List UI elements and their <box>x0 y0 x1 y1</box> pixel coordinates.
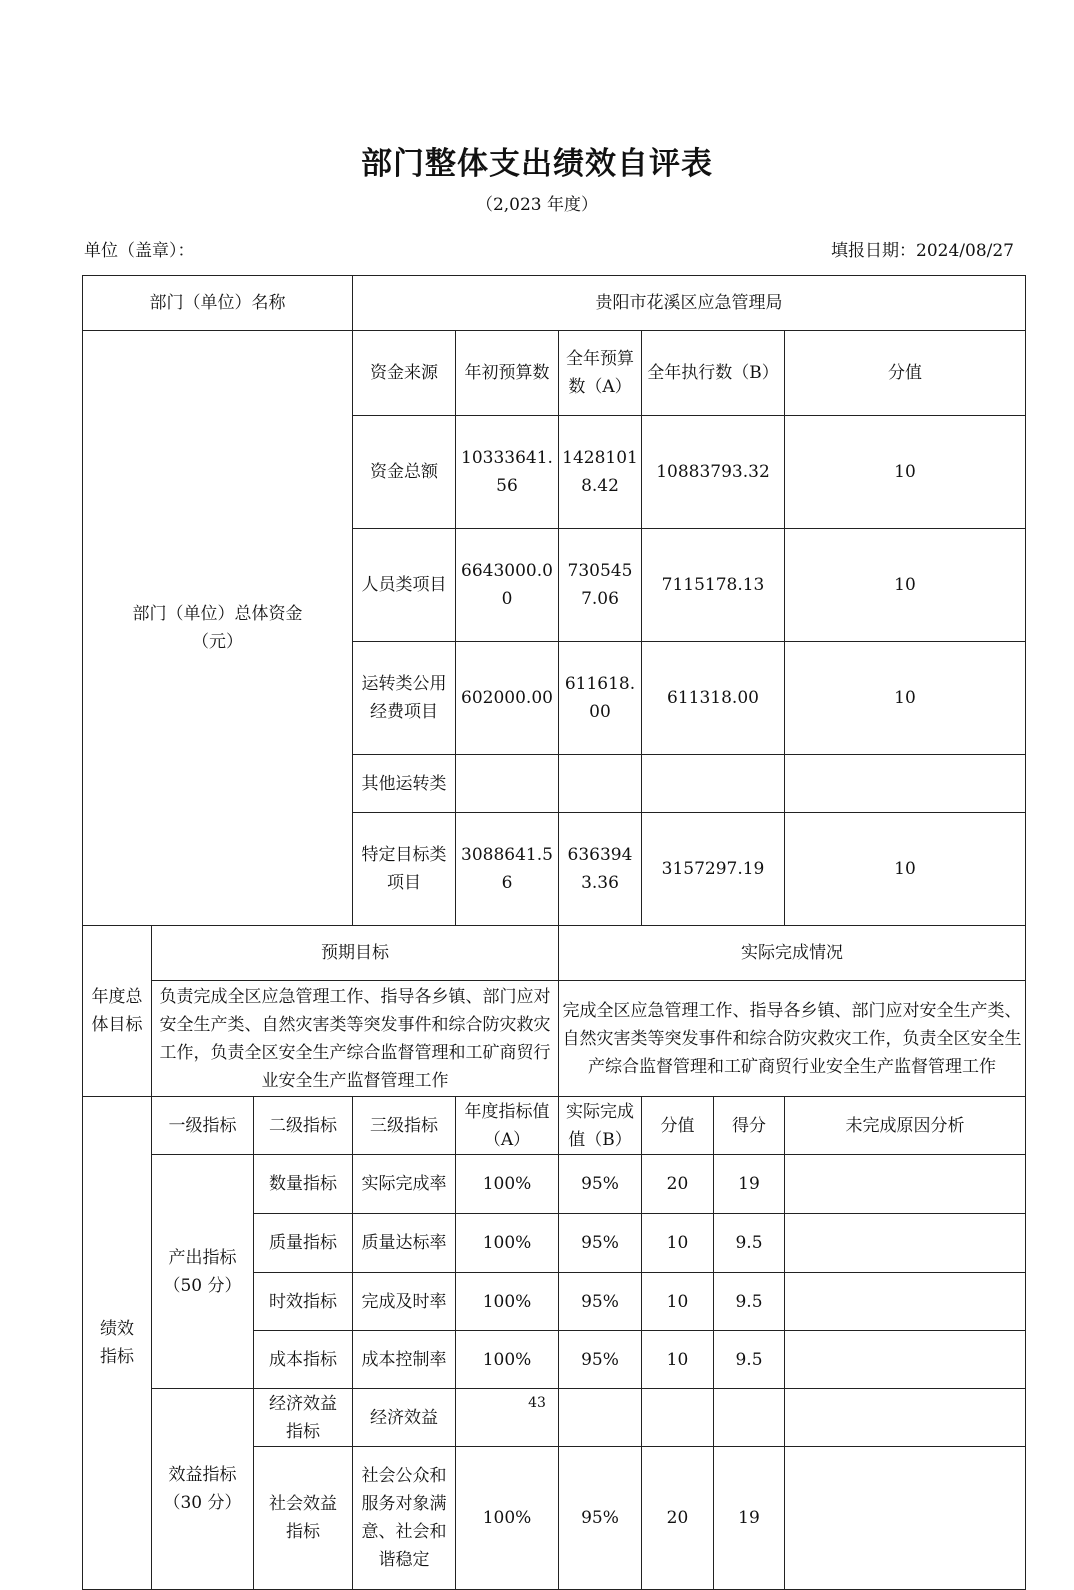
funds-weight: 10 <box>785 529 1026 642</box>
funds-annual: 611618.00 <box>559 642 642 755</box>
funds-source: 其他运转类 <box>353 755 456 813</box>
perf-actual: 95% <box>559 1331 642 1389</box>
goals-expected-header: 预期目标 <box>152 926 559 981</box>
perf-level2 <box>254 1447 353 1590</box>
funds-executed: 3157297.19 <box>642 813 785 926</box>
funds-label-text: 部门（单位）总体资金（元） <box>132 604 303 652</box>
perf-row <box>83 1155 1026 1214</box>
perf-weight: 20 <box>642 1155 714 1214</box>
funds-header-weight: 分值 <box>785 331 1026 416</box>
perf-level1 <box>152 1389 254 1590</box>
perf-reason <box>785 1331 1026 1389</box>
evaluation-table <box>82 275 1026 1590</box>
funds-annual: 14281018.42 <box>559 416 642 529</box>
perf-target: 100% <box>456 1273 559 1331</box>
perf-target: 100% <box>456 1155 559 1214</box>
funds-source: 人员类项目 <box>353 529 456 642</box>
report-date: 填报日期：2024/08/27 <box>831 241 1014 261</box>
perf-actual: 95% <box>559 1155 642 1214</box>
funds-weight: 10 <box>785 416 1026 529</box>
funds-source: 特定目标类项目 <box>353 813 456 926</box>
perf-level3: 质量达标率 <box>353 1214 456 1273</box>
perf-reason <box>785 1447 1026 1590</box>
performance-label <box>83 1097 152 1590</box>
perf-level2: 时效指标 <box>254 1273 353 1331</box>
performance-label-text: 绩效指标 <box>100 1319 134 1367</box>
goals-actual-text: 完成全区应急管理工作、指导各乡镇、部门应对安全生产类、自然灾害类等突发事件和综合防灾救灾工作，负责全区安全生产综合监督管理和工矿商贸行业安全生产监督管理工作 <box>559 981 1026 1097</box>
perf-header-target: 年度指标值（A） <box>456 1097 559 1155</box>
perf-target: 100% <box>456 1214 559 1273</box>
funds-executed: 611318.00 <box>642 642 785 755</box>
perf-level3: 完成及时率 <box>353 1273 456 1331</box>
funds-weight: 10 <box>785 813 1026 926</box>
page-number: 43 <box>528 1395 546 1411</box>
funds-initial: 10333641.56 <box>456 416 559 529</box>
fiscal-year: （2,023 年度） <box>475 195 599 215</box>
goals-label: 年度总体目标 <box>83 926 152 1097</box>
funds-annual: 6363943.36 <box>559 813 642 926</box>
perf-level1-text: 产出指标（50 分） <box>163 1247 242 1296</box>
perf-header-level3: 三级指标 <box>353 1097 456 1155</box>
perf-header-score: 得分 <box>714 1097 785 1155</box>
perf-header-level1: 一级指标 <box>152 1097 254 1155</box>
unit-label: 单位（盖章）： <box>84 241 195 261</box>
funds-annual: 7305457.06 <box>559 529 642 642</box>
perf-level2: 成本指标 <box>254 1331 353 1389</box>
funds-executed <box>642 755 785 813</box>
funds-header-executed: 全年执行数（B） <box>642 331 785 416</box>
funds-executed: 10883793.32 <box>642 416 785 529</box>
funds-weight: 10 <box>785 642 1026 755</box>
page-title: 部门整体支出绩效自评表 <box>361 146 713 182</box>
funds-initial: 3088641.56 <box>456 813 559 926</box>
perf-header-weight: 分值 <box>642 1097 714 1155</box>
perf-score: 9.5 <box>714 1273 785 1331</box>
perf-score: 9.5 <box>714 1214 785 1273</box>
perf-level2: 数量指标 <box>254 1155 353 1214</box>
perf-level2-text: 经济效益指标 <box>269 1393 337 1442</box>
funds-initial <box>456 755 559 813</box>
funds-header-source: 资金来源 <box>353 331 456 416</box>
perf-header-level2: 二级指标 <box>254 1097 353 1155</box>
perf-level3: 经济效益 <box>353 1389 456 1447</box>
perf-header-actual: 实际完成值（B） <box>559 1097 642 1155</box>
perf-actual: 95% <box>559 1447 642 1590</box>
funds-header-initial: 年初预算数 <box>456 331 559 416</box>
perf-level2: 质量指标 <box>254 1214 353 1273</box>
perf-level2-text: 社会效益指标 <box>269 1494 337 1542</box>
perf-weight: 10 <box>642 1214 714 1273</box>
perf-score: 19 <box>714 1155 785 1214</box>
perf-header-reason: 未完成原因分析 <box>785 1097 1026 1155</box>
perf-reason <box>785 1273 1026 1331</box>
funds-executed: 7115178.13 <box>642 529 785 642</box>
perf-actual: 95% <box>559 1214 642 1273</box>
perf-level3: 社会公众和服务对象满意、社会和谐稳定 <box>353 1447 456 1590</box>
perf-weight: 20 <box>642 1447 714 1590</box>
perf-reason <box>785 1155 1026 1214</box>
perf-target: 100% <box>456 1331 559 1389</box>
perf-score: 9.5 <box>714 1331 785 1389</box>
perf-weight: 10 <box>642 1273 714 1331</box>
perf-level3: 实际完成率 <box>353 1155 456 1214</box>
dept-name-label: 部门（单位）名称 <box>83 276 353 331</box>
perf-reason <box>785 1214 1026 1273</box>
perf-weight: 10 <box>642 1331 714 1389</box>
funds-source: 运转类公用经费项目 <box>353 642 456 755</box>
funds-annual <box>559 755 642 813</box>
goals-expected-text: 负责完成全区应急管理工作、指导各乡镇、部门应对安全生产类、自然灾害类等突发事件和综合防灾救灾工作，负责全区安全生产综合监督管理和工矿商贸行业安全生产监督管理工作 <box>152 981 559 1097</box>
perf-score: 19 <box>714 1447 785 1590</box>
perf-level1-text: 效益指标（30 分） <box>163 1465 242 1513</box>
perf-level1 <box>152 1155 254 1389</box>
funds-initial: 6643000.00 <box>456 529 559 642</box>
funds-label <box>83 331 353 926</box>
funds-header-annual: 全年预算数（A） <box>559 331 642 416</box>
goals-actual-header: 实际完成情况 <box>559 926 1026 981</box>
perf-level3: 成本控制率 <box>353 1331 456 1389</box>
perf-actual: 95% <box>559 1273 642 1331</box>
dept-name-value: 贵阳市花溪区应急管理局 <box>353 276 1026 331</box>
funds-weight <box>785 755 1026 813</box>
funds-source: 资金总额 <box>353 416 456 529</box>
funds-initial: 602000.00 <box>456 642 559 755</box>
perf-target: 100% <box>456 1447 559 1590</box>
